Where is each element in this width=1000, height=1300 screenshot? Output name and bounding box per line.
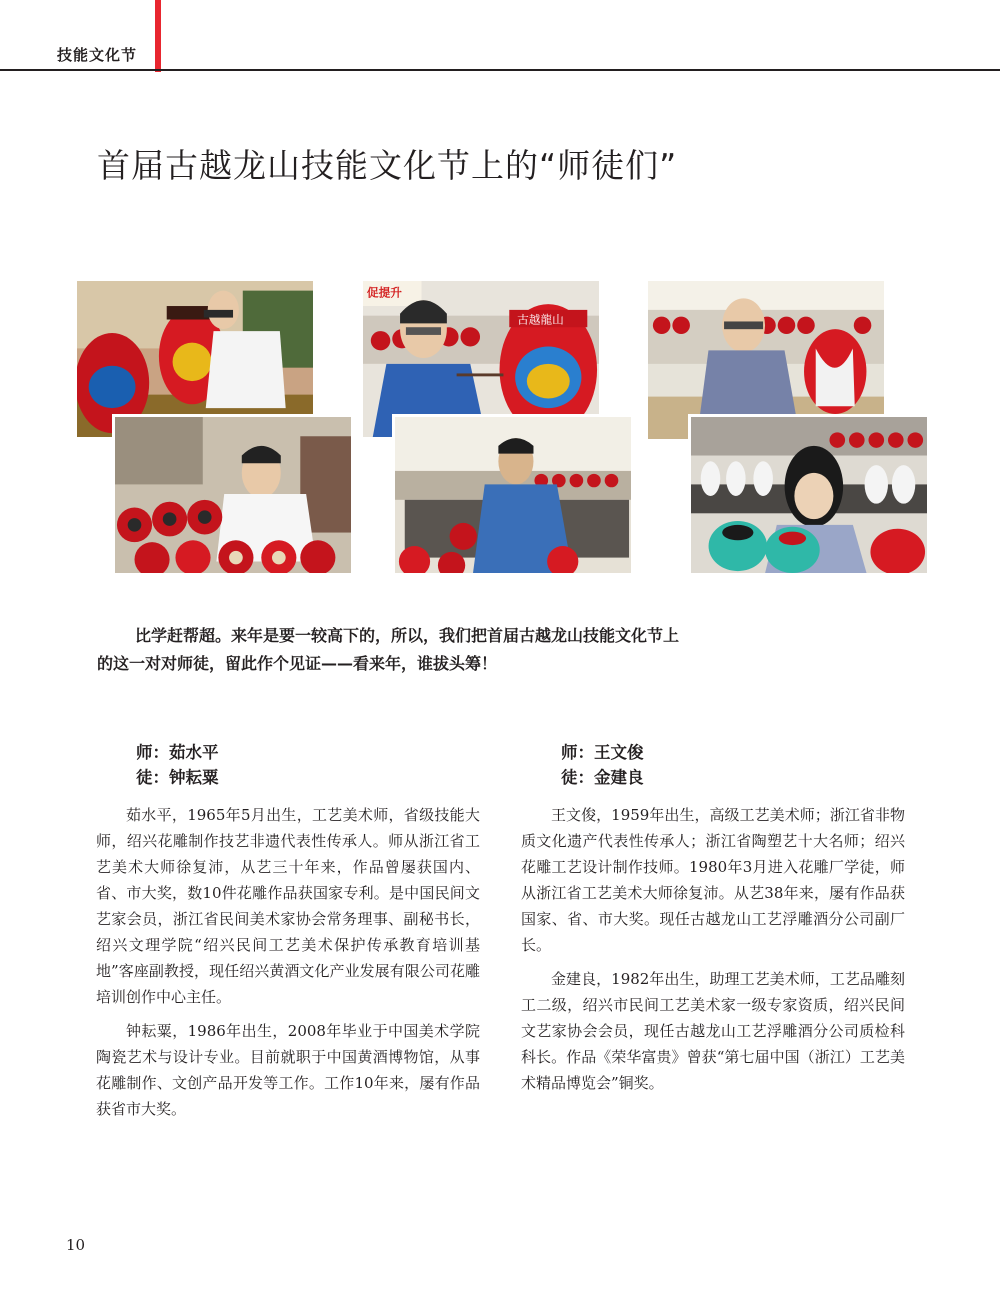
apprentice-name: 徒：金建良: [561, 768, 644, 787]
header-accent-bar: [155, 0, 161, 72]
photo-sign-text: 促提升: [366, 285, 402, 300]
photo-apprentice-painting-jar: [115, 417, 351, 573]
apprentice-name: 徒：钟耘粟: [136, 768, 219, 787]
caption-line-1: 比学赶帮超。来年是要一较高下的，所以，我们把首届古越龙山技能文化节上: [135, 626, 680, 645]
jar-label-text: 古越龍山: [517, 312, 564, 327]
photo-apprentice-zhong: [112, 414, 354, 576]
header-rule: [0, 69, 1000, 71]
page-title: 首届古越龙山技能文化节上的“师徒们”: [97, 146, 678, 185]
bio-paragraph: 王文俊，1959年出生，高级工艺美术师；浙江省非物质文化遗产代表性传承人；浙江省陶塑艺十大名师；绍兴花雕工艺设计制作技师。1980年3月进入花雕厂学徒，师从浙江省工艺美术大师徐复沛。从艺38年来，屡有作品获国家、省、市大奖。现任古越龙山工艺浮雕酒分公司副厂长。: [521, 806, 905, 954]
photo-apprentice-painting-jar: [691, 417, 927, 573]
photo-apprentice-third: [688, 414, 930, 576]
right-column: [521, 740, 905, 1104]
bio-paragraph: 茹水平，1965年5月出生，工艺美术师，省级技能大师，绍兴花雕制作技艺非遗代表性传承人。师从浙江省工艺美术大师徐复沛，从艺三十年来，作品曾屡获国内、省、市大奖，数10件花雕作品获国家专利。是中国民间文艺家会员，浙江省民间美术家协会常务理事、副秘书长，绍兴文理学院“绍兴民间工艺美术保护传承教育培训基地”客座副教授，现任绍兴黄酒文化产业发展有限公司花雕培训创作中心主任。: [96, 806, 480, 1006]
page-number: 10: [66, 1236, 86, 1254]
caption-line-2: 的这一对对师徒，留此作个见证——看来年，谁拔头筹！: [97, 654, 498, 673]
photo-apprentice-jin: [392, 414, 634, 576]
master-name: 师：王文俊: [561, 743, 644, 762]
left-column: [96, 740, 480, 1130]
section-label: 技能文化节: [57, 46, 138, 64]
master-name: 师：茹水平: [136, 743, 219, 762]
bio-paragraph: 钟耘粟，1986年出生，2008年毕业于中国美术学院陶瓷艺术与设计专业。目前就职于中国黄酒博物馆，从事花雕制作、文创产品开发等工作。工作10年来，屡有作品获省市大奖。: [96, 1022, 480, 1118]
bio-paragraph: 金建良，1982年出生，助理工艺美术师，工艺品雕刻工二级，绍兴市民间工艺美术家一级专家资质，绍兴民间文艺家协会会员，现任古越龙山工艺浮雕酒分公司质检科科长。作品《荣华富贵》曾获“第七届中国（浙江）工艺美术精品博览会”铜奖。: [521, 970, 905, 1092]
photo-apprentice-painting-jar: [395, 417, 631, 573]
photo-caption: [97, 622, 817, 678]
